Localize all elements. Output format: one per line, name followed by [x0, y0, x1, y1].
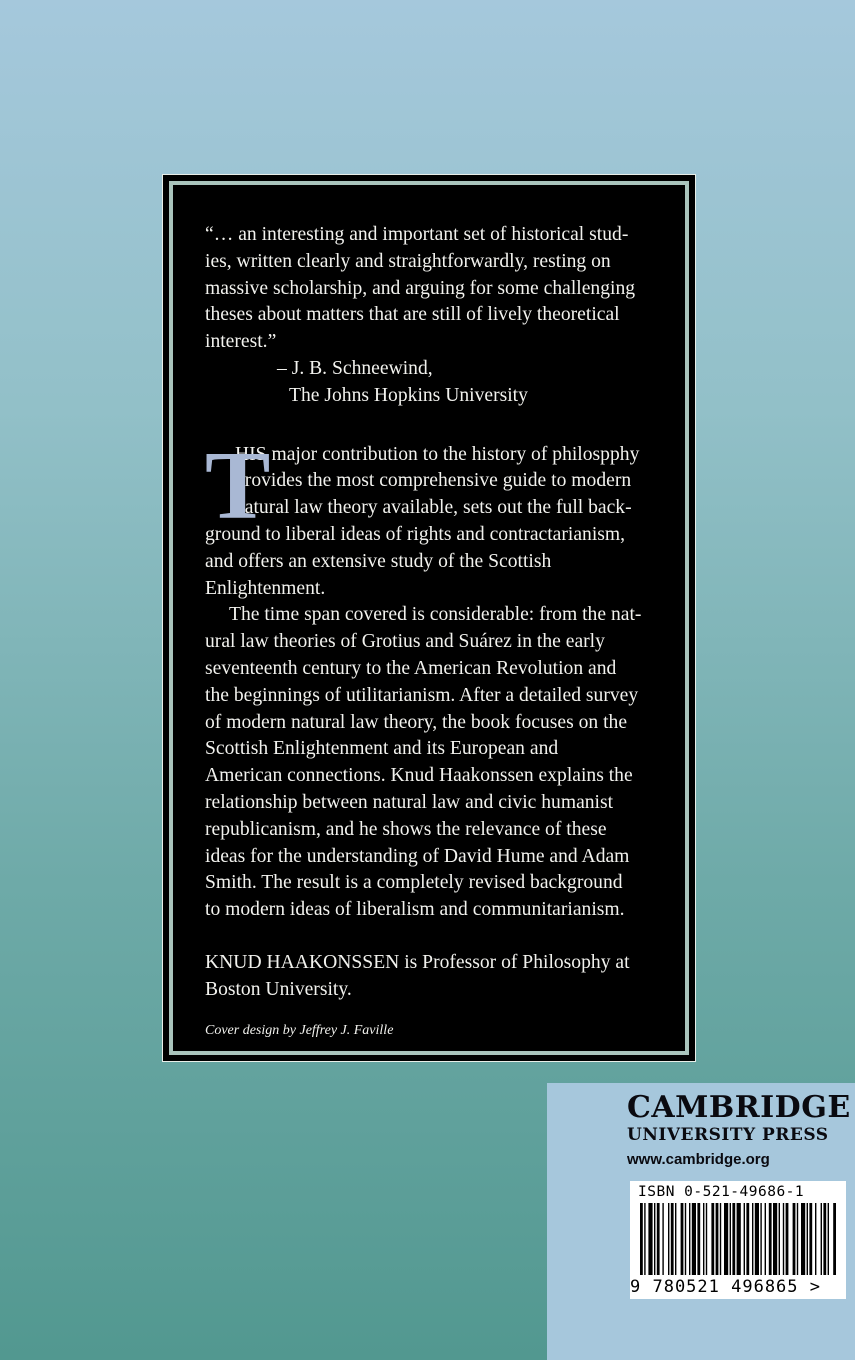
description-line: and offers an extensive study of the Scottish [205, 550, 552, 572]
quote-line: interest.” [205, 331, 277, 353]
isbn-label: ISBN 0-521-49686-1 [638, 1184, 805, 1200]
description-line: natural law theory available, sets out the full back- [235, 497, 632, 519]
description-line: American connections. Knud Haakonssen explains the [205, 765, 633, 787]
description-line: ural law theories of Grotius and Suárez in the early [205, 631, 605, 653]
quote-line: ies, written clearly and straightforwardly, resting on [205, 250, 611, 272]
bio-line: KNUD HAAKONSSEN is Professor of Philosophy at [205, 951, 630, 973]
isbn-digits: 9 780521 496865 > [630, 1277, 821, 1297]
description-line: of modern natural law theory, the book focuses on the [205, 711, 628, 733]
description-line: Scottish Enlightenment and its European and [205, 738, 559, 760]
description-line: republicanism, and he shows the relevance of these [205, 818, 607, 840]
publisher-box [547, 1083, 855, 1360]
attribution-affiliation: The Johns Hopkins University [289, 384, 528, 406]
panel-body [180, 192, 678, 1044]
description-line: the beginnings of utilitarianism. After a detailed survey [205, 684, 639, 706]
barcode-block [630, 1181, 846, 1299]
author-bio [205, 950, 681, 1004]
book-description [205, 431, 681, 924]
publisher-name: CAMBRIDGE [627, 1090, 851, 1125]
description-line: The time span covered is considerable: from the nat- [229, 604, 642, 626]
publisher-url: www.cambridge.org [627, 1151, 770, 1168]
description-line: relationship between natural law and civic humanist [205, 791, 614, 813]
back-cover-panel [162, 174, 696, 1062]
attribution-name: – J. B. Schneewind, [277, 357, 433, 379]
description-line: seventeenth century to the American Revolution and [205, 657, 617, 679]
quote-line: “… an interesting and important set of historical stud- [205, 224, 629, 245]
description-line: provides the most comprehensive guide to modern [235, 470, 632, 492]
quote-line: massive scholarship, and arguing for some challenging [205, 277, 636, 299]
barcode-icon [630, 1203, 846, 1277]
description-line: ground to liberal ideas of rights and contractarianism, [205, 523, 626, 545]
quote-line: theses about matters that are still of lively theoretical [205, 304, 620, 326]
bio-line: Boston University. [205, 978, 352, 1000]
description-line: HIS major contribution to the history of philospphy [235, 443, 640, 465]
cover-credit: Cover design by Jeffrey J. Faville [205, 1022, 394, 1038]
description-line: ideas for the understanding of David Hume and Adam [205, 845, 630, 867]
panel-text [205, 222, 681, 1040]
publisher-subtitle: UNIVERSITY PRESS [627, 1125, 829, 1145]
review-quote [205, 222, 681, 356]
description-line: Smith. The result is a completely revised background [205, 872, 623, 894]
description-line: to modern ideas of liberalism and communitarianism. [205, 899, 625, 921]
description-line: Enlightenment. [205, 577, 326, 599]
drop-cap: T [205, 431, 271, 540]
quote-attribution [277, 356, 681, 410]
